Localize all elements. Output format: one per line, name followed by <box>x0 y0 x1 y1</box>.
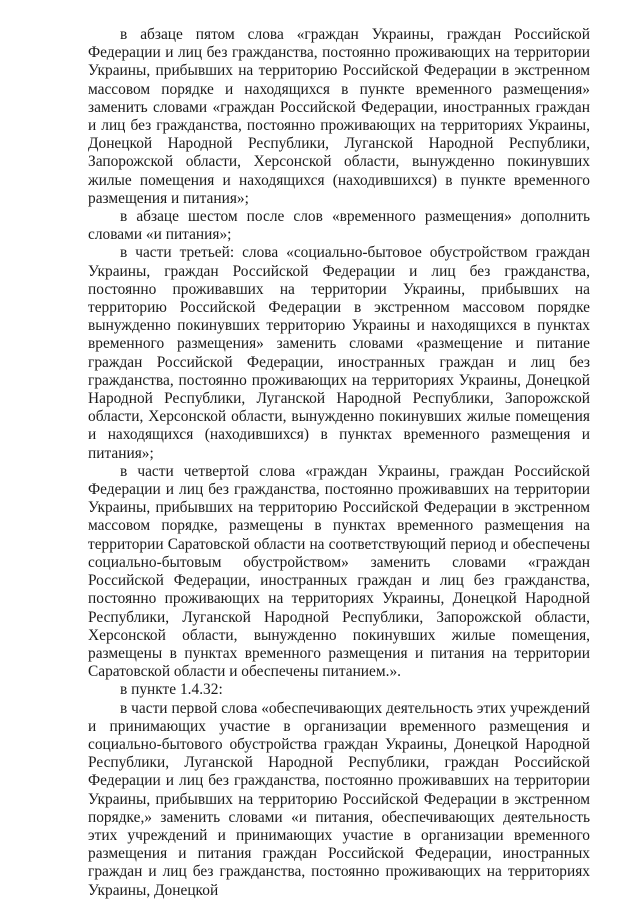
paragraph-abzac-shestoi: в абзаце шестом после слов «временного размещения» дополнить словами «и питания»; <box>88 208 590 244</box>
paragraph-abzac-pyatyi: в абзаце пятом слова «граждан Украины, граждан Российской Федерации и лиц без гражданства, постоянно проживающих на территории Украины, прибывших на территорию Российской Федерации в экстренном массовом порядке и находящихся в пункте временного размещения» заменить словами «граждан Российской Федерации, иностранных граждан и лиц без гражданства, постоянно проживающих на территориях Украины, Донецкой Народной Республики, Луганской Народной Республики, Запорожской области, Херсонской области, вынужденно покинувших жилые помещения и находящихся (находившихся) в пункте временного размещения и питания»; <box>88 26 590 207</box>
paragraph-punkt-heading: в пункте 1.4.32: <box>120 681 223 699</box>
document-page <box>88 26 590 900</box>
paragraph-chast-chetvertaya: в части четвертой слова «граждан Украины, граждан Российской Федерации и лиц без гражданства, постоянно проживавших на территории Украины, прибывших на территорию Российской Федерации в экстренном массовом порядке, размещены в пунктах временного размещения на территории Саратовской области на соответствующий период и обеспечены социально-бытовым обустройством» заменить словами «граждан Российской Федерации, иностранных граждан и лиц без гражданства, постоянно проживающих на территориях Украины, Донецкой Народной Республики, Луганской Народной Республики, Запорожской области, Херсонской области, вынужденно покинувших жилые помещения, размещены в пунктах временного размещения и питания на территории Саратовской области и обеспечены питанием.». <box>88 462 590 681</box>
paragraph-chast-tretya: в части третьей: слова «социально-бытовое обустройством граждан Украины, граждан Российской Федерации и лиц без гражданства, постоянно проживавших на территории Украины, прибывших на территорию Российской Федерации в экстренном массовом порядке вынужденно покинувших территорию Украины и находящихся в пунктах временного размещения» заменить словами «размещение и питание граждан Российской Федерации, иностранных граждан и лиц без гражданства, постоянно проживающих на территориях Украины, Донецкой Народной Республики, Луганской Народной Республики, Запорожской области, Херсонской области, вынужденно покинувших жилые помещения и находящихся (находившихся) в пунктах временного размещения и питания»; <box>88 244 590 462</box>
paragraph-chast-pervaya: в части первой слова «обеспечивающих деятельность этих учреждений и принимающих участие в организации временного размещения и социально-бытового обустройства граждан Украины, Донецкой Народной Республики, Луганской Народной Республики, граждан Российской Федерации и лиц без гражданства, постоянно проживавших на территории Украины, прибывших на территорию Российской Федерации в экстренном порядке,» заменить словами «и питания, обеспечивающих деятельность этих учреждений и принимающих участие в организации временного размещения и питания граждан Российской Федерации, иностранных граждан и лиц без гражданства, постоянно проживающих на территориях Украины, Донецкой <box>88 699 590 899</box>
